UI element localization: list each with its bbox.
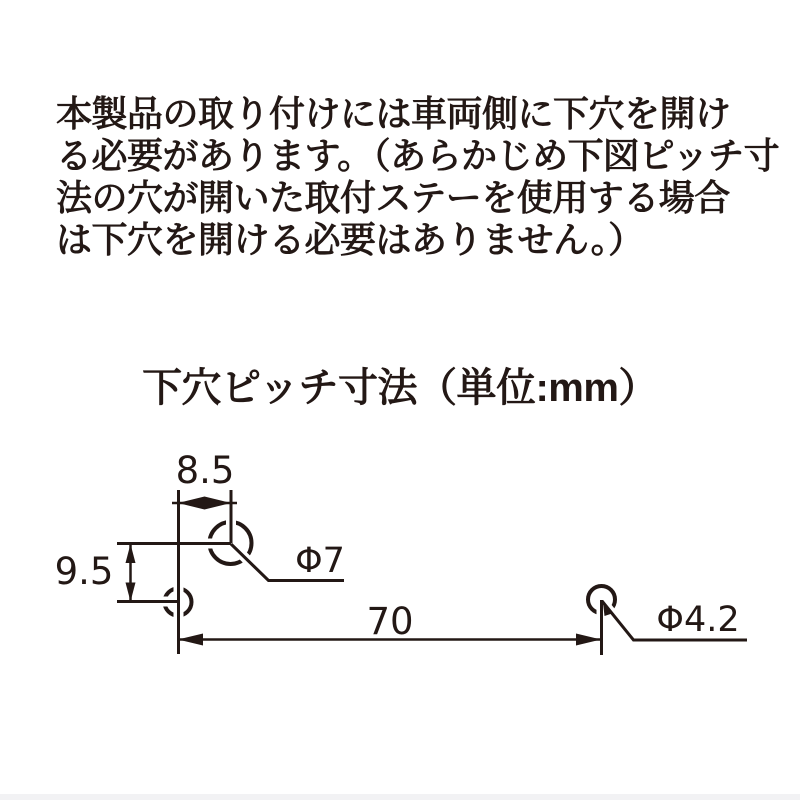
line-casings (117, 490, 747, 655)
label-diameter-phi42: Φ4.2 (656, 600, 740, 640)
notice-line-3: 法の穴が開いた取付ステーを使用する場合 (56, 177, 730, 218)
diagram-title: 下穴ピッチ寸法（単位:mm） (142, 366, 658, 410)
label-pitch-70: 70 (366, 600, 414, 643)
notice-line-2: る必要があります。（あらかじめ下図ピッチ寸 (56, 135, 780, 176)
bottom-edge-strip (0, 794, 800, 800)
notice-line-1: 本製品の取り付けには車両側に下穴を開け (56, 93, 731, 134)
diagram-lines (117, 490, 747, 655)
label-pitch-8-5: 8.5 (175, 449, 235, 492)
notice-line-4: は下穴を開ける必要はありません。） (56, 219, 644, 260)
label-pitch-9-5: 9.5 (54, 550, 114, 593)
label-diameter-phi7: Φ7 (295, 541, 345, 581)
